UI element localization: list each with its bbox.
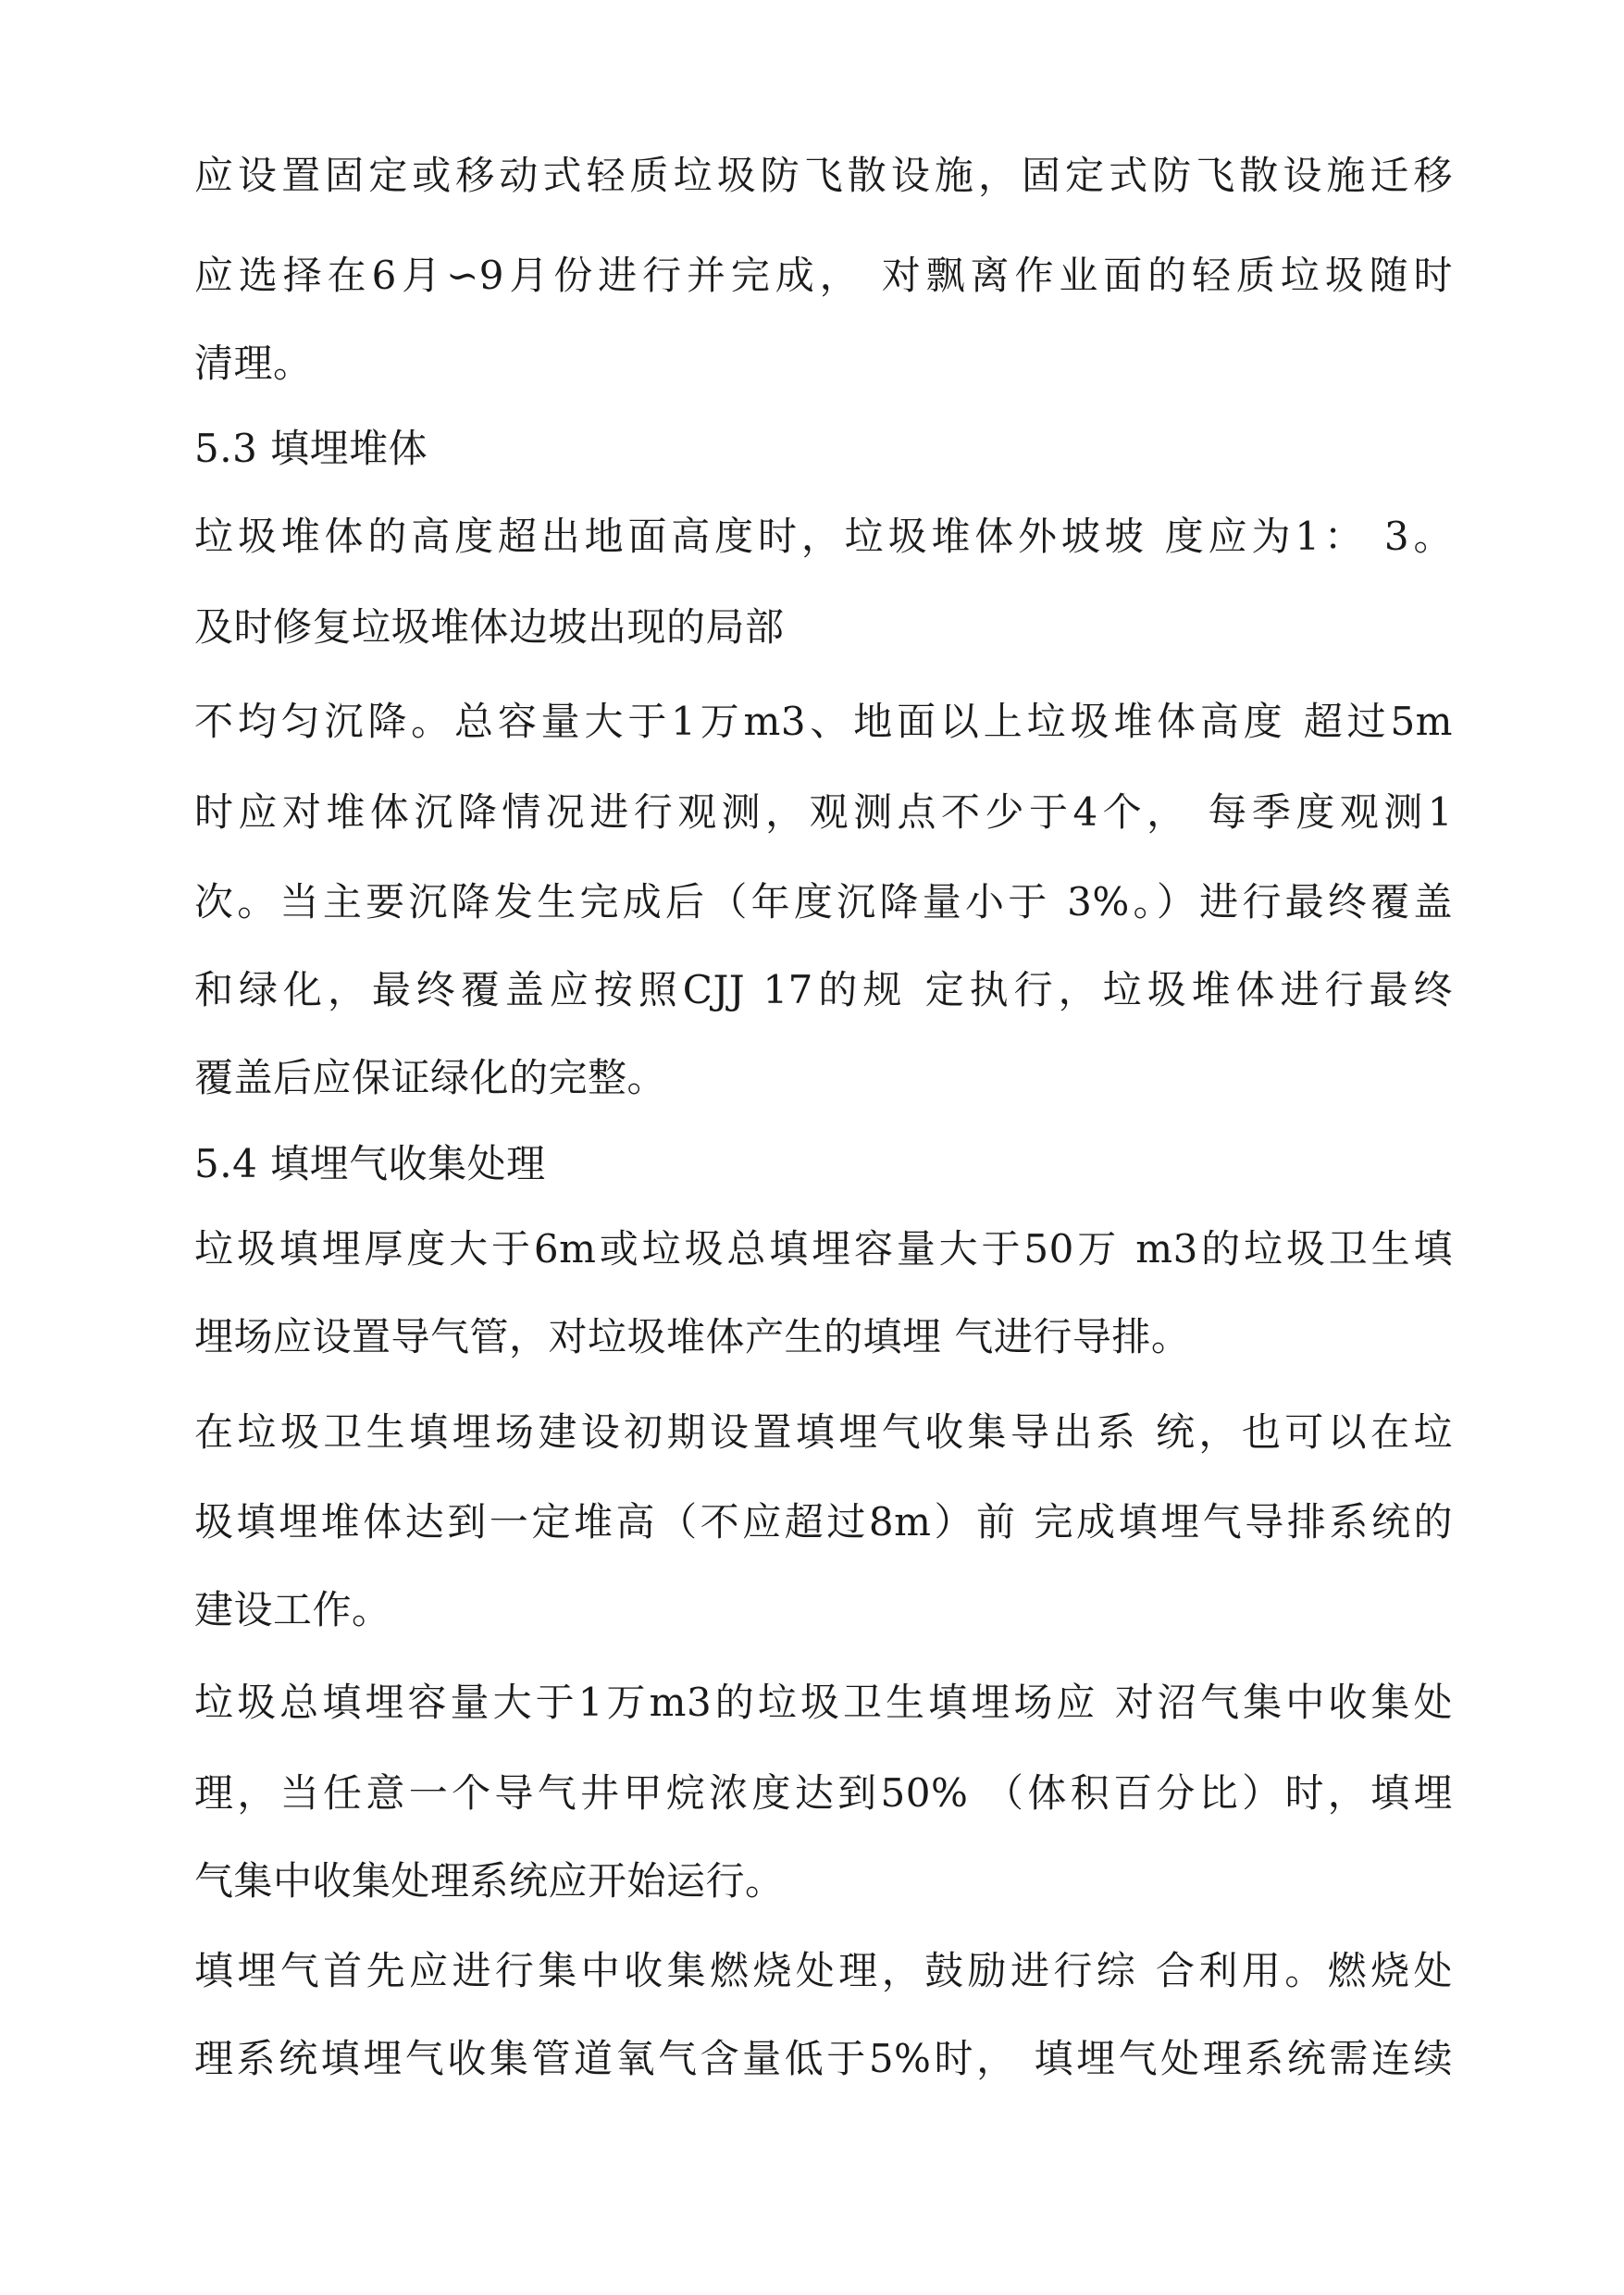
text-line: 垃圾总填埋容量大于1万m3的垃圾卫生填埋场应 对沼气集中收集处	[194, 1680, 1453, 1725]
text-line: 不均匀沉降。总容量大于1万m3、地面以上垃圾堆体高度 超过5m	[194, 699, 1453, 744]
text-line: 应选择在6月∽9月份进行并完成， 对飘离作业面的轻质垃圾随时	[194, 253, 1453, 298]
section-heading-5-3: 5.3 填埋堆体	[194, 426, 428, 471]
text-line: 在垃圾卫生填埋场建设初期设置填埋气收集导出系 统，也可以在垃	[194, 1409, 1453, 1455]
text-line: 清理。	[194, 341, 313, 386]
text-line: 垃圾堆体的高度超出地面高度时，垃圾堆体外坡坡 度应为1： 3。	[194, 514, 1453, 559]
section-heading-5-4: 5.4 填埋气收集处理	[194, 1141, 546, 1186]
text-line: 建设工作。	[194, 1587, 391, 1632]
text-line: 时应对堆体沉降情况进行观测，观测点不少于4个， 每季度观测1	[194, 789, 1453, 835]
text-line: 覆盖后应保证绿化的完整。	[194, 1055, 667, 1100]
text-line: 及时修复垃圾堆体边坡出现的局部	[194, 604, 785, 650]
text-line: 理系统填埋气收集管道氧气含量低于5%时， 填埋气处理系统需连续	[194, 2036, 1453, 2081]
text-line: 理，当任意一个导气井甲烷浓度达到50% （体积百分比）时，填埋	[194, 1770, 1453, 1816]
text-line: 圾填埋堆体达到一定堆高（不应超过8m）前 完成填埋气导排系统的	[194, 1499, 1453, 1544]
text-line: 气集中收集处理系统应开始运行。	[194, 1858, 785, 1904]
text-line: 垃圾填埋厚度大于6m或垃圾总填埋容量大于50万 m3的垃圾卫生填	[194, 1226, 1453, 1272]
text-line: 次。当主要沉降发生完成后（年度沉降量小于 3%。）进行最终覆盖	[194, 879, 1453, 924]
text-line: 和绿化，最终覆盖应按照CJJ 17的规 定执行，垃圾堆体进行最终	[194, 967, 1453, 1012]
text-line: 应设置固定或移动式轻质垃圾防飞散设施，固定式防飞散设施迁移	[194, 153, 1453, 198]
text-line: 埋场应设置导气管，对垃圾堆体产生的填埋 气进行导排。	[194, 1314, 1191, 1359]
text-line: 填埋气首先应进行集中收集燃烧处理，鼓励进行综 合利用。燃烧处	[194, 1948, 1453, 1993]
